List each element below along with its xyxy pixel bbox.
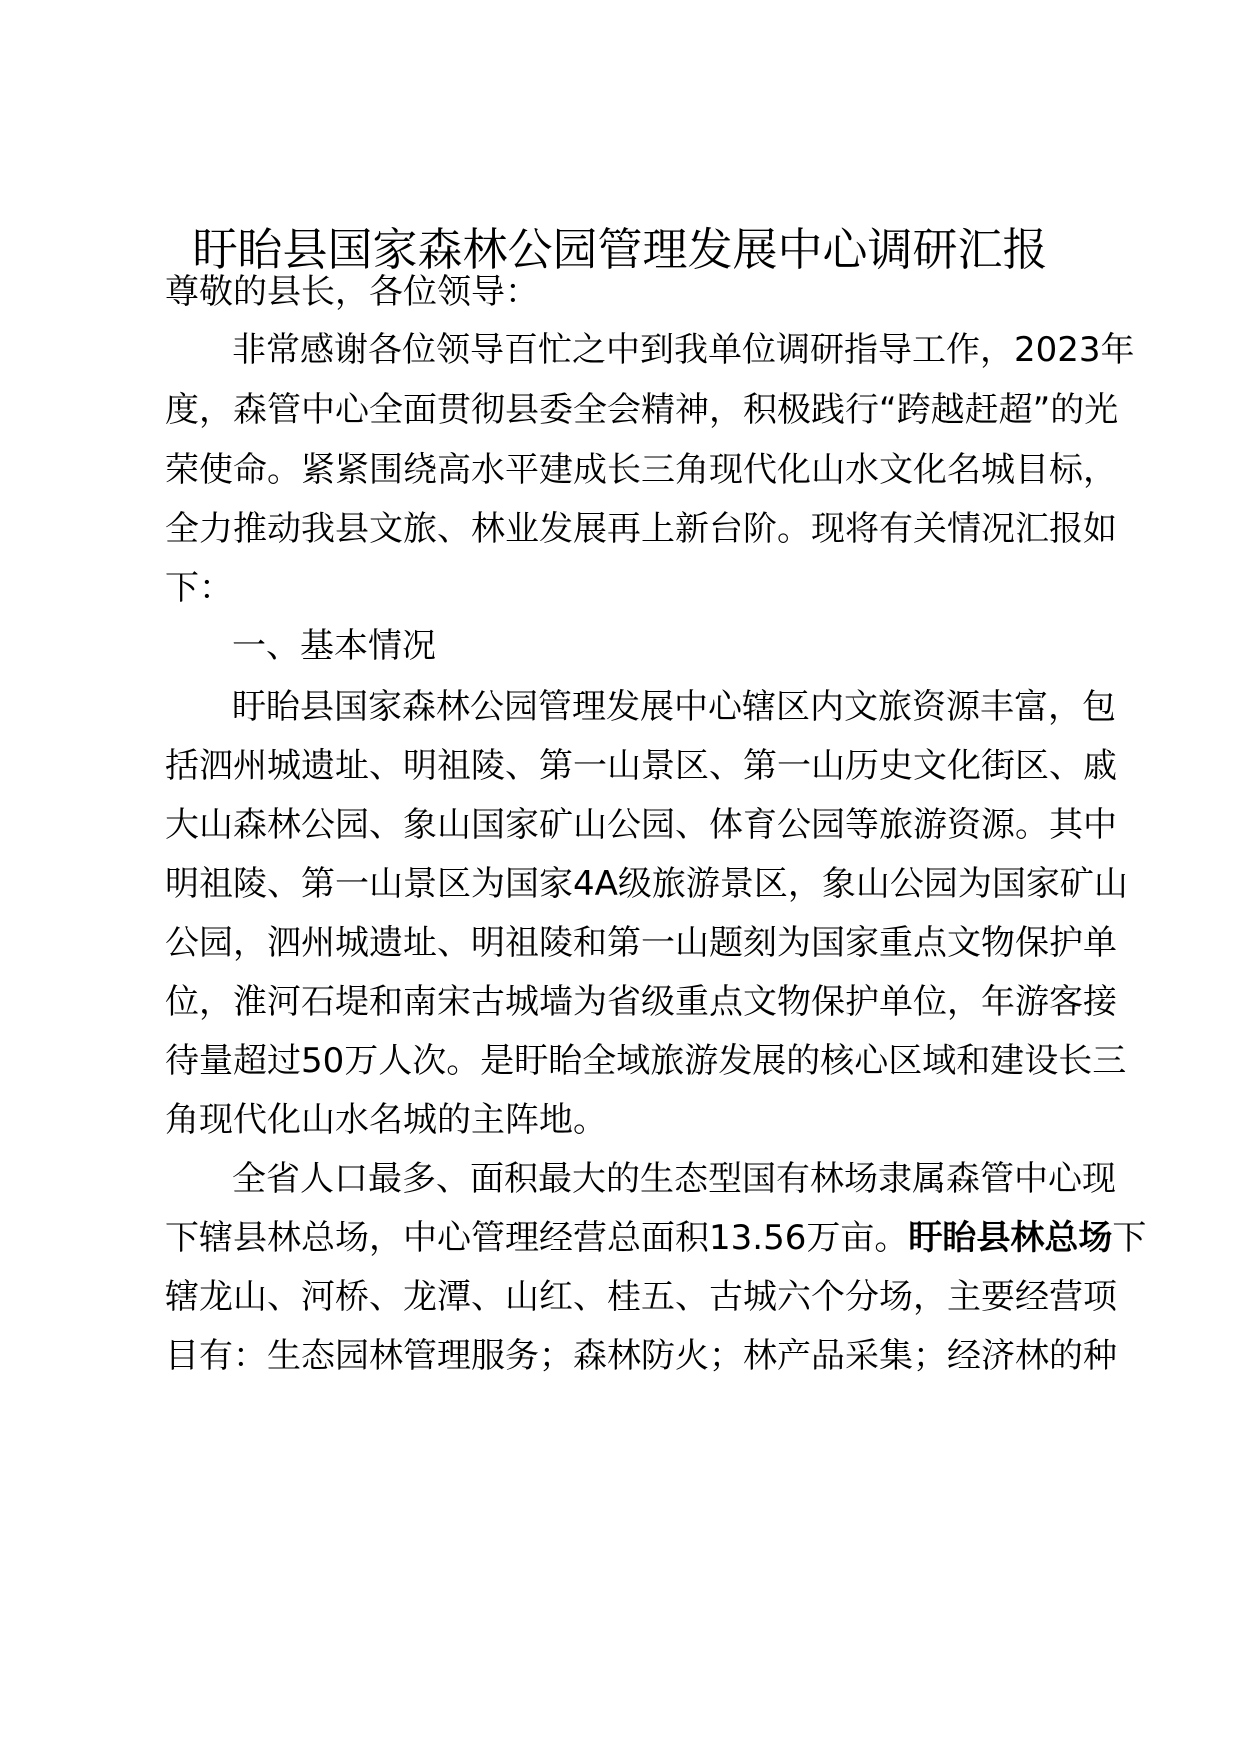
para2-line-3: 辖龙山、河桥、龙潭、山红、桂五、古城六个分场，主要经营项 bbox=[165, 1277, 1117, 1317]
intro-line-4: 全力推动我县文旅、林业发展再上新台阶。现将有关情况汇报如 bbox=[165, 509, 1117, 549]
intro-line-1: 非常感谢各位领导百忙之中到我单位调研指导工作，2023年 bbox=[232, 330, 1135, 370]
para1-line-6: 位，淮河石堤和南宋古城墙为省级重点文物保护单位，年游客接 bbox=[165, 982, 1117, 1022]
para2-line-4: 目有：生态园林管理服务；森林防火；林产品采集；经济林的种 bbox=[165, 1336, 1117, 1376]
para1-line-8: 角现代化山水名城的主阵地。 bbox=[165, 1100, 607, 1140]
para2-line-1: 全省人口最多、面积最大的生态型国有林场隶属森管中心现 bbox=[232, 1159, 1116, 1199]
para1-line-1: 盱眙县国家森林公园管理发展中心辖区内文旅资源丰富，包 bbox=[232, 687, 1116, 727]
document-title: 盱眙县国家森林公园管理发展中心调研汇报 bbox=[192, 223, 1048, 276]
para1-line-7: 待量超过50万人次。是盱眙全域旅游发展的核心区域和建设长三 bbox=[165, 1041, 1127, 1081]
para2-line-2-tail: 下 bbox=[1112, 1218, 1147, 1258]
intro-line-3: 荣使命。紧紧围绕高水平建成长三角现代化山水文化名城目标， bbox=[165, 450, 1117, 490]
para2-line-2 bbox=[165, 1214, 1147, 1262]
salutation: 尊敬的县长，各位领导： bbox=[165, 272, 539, 312]
bold-organization-name: 盱眙县林总场 bbox=[908, 1218, 1113, 1258]
para1-line-2: 括泗州城遗址、明祖陵、第一山景区、第一山历史文化街区、戚 bbox=[165, 746, 1117, 786]
para1-line-5: 公园，泗州城遗址、明祖陵和第一山题刻为国家重点文物保护单 bbox=[165, 923, 1117, 963]
section-heading: 一、基本情况 bbox=[232, 626, 436, 666]
para1-line-3: 大山森林公园、象山国家矿山公园、体育公园等旅游资源。其中 bbox=[165, 805, 1117, 845]
para1-line-4: 明祖陵、第一山景区为国家4A级旅游景区，象山公园为国家矿山 bbox=[165, 864, 1128, 904]
intro-line-2: 度，森管中心全面贯彻县委全会精神，积极践行“跨越赶超”的光 bbox=[165, 390, 1119, 430]
intro-line-5: 下： bbox=[165, 568, 233, 608]
para2-line-2-text: 下辖县林总场，中心管理经营总面积13.56万亩。 bbox=[165, 1218, 909, 1258]
